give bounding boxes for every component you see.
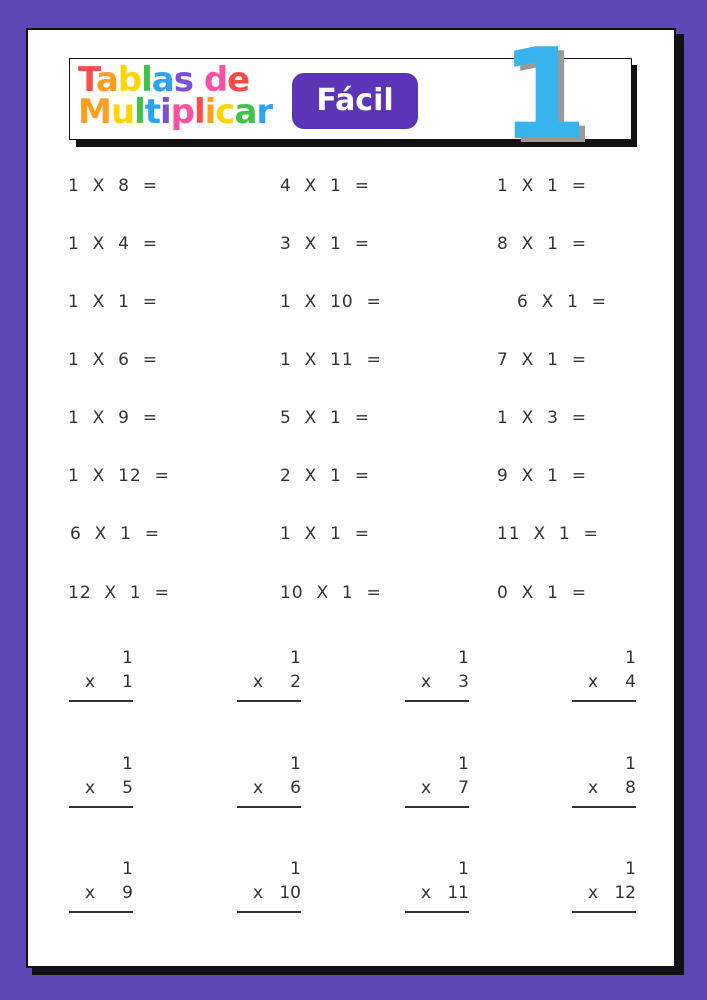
answer-line	[572, 911, 636, 913]
horizontal-problem: 5 X 1 =	[280, 408, 370, 428]
horizontal-problem: 1 X 1 =	[280, 524, 370, 544]
vertical-problem	[237, 859, 301, 919]
table-number: 1	[500, 21, 588, 168]
title-letter: l	[193, 92, 205, 132]
vertical-problem	[405, 754, 469, 814]
vertical-problem	[572, 648, 636, 708]
title-letter: l	[141, 60, 152, 100]
horizontal-problem: 0 X 1 =	[497, 583, 587, 603]
multiply-sign: x	[85, 778, 96, 798]
answer-line	[405, 911, 469, 913]
vertical-problem	[69, 754, 133, 814]
top-factor: 1	[458, 859, 469, 879]
bottom-factor: 7	[458, 778, 469, 798]
multiply-sign: x	[421, 778, 432, 798]
title-letter: M	[78, 92, 111, 132]
bottom-factor: 8	[625, 778, 636, 798]
vertical-problem	[572, 859, 636, 919]
title-letter: d	[203, 60, 228, 100]
title-letter: t	[144, 92, 160, 132]
top-factor: 1	[290, 859, 301, 879]
title-letter: l	[134, 92, 145, 132]
horizontal-problem: 1 X 11 =	[280, 350, 382, 370]
top-factor: 1	[625, 859, 636, 879]
horizontal-problem: 1 X 1 =	[497, 176, 587, 196]
horizontal-problem: 1 X 4 =	[68, 234, 158, 254]
multiply-sign: x	[253, 883, 264, 903]
bottom-factor: 2	[290, 672, 301, 692]
vertical-problem	[69, 648, 133, 708]
horizontal-problem: 12 X 1 =	[68, 583, 170, 603]
horizontal-problem: 2 X 1 =	[280, 466, 370, 486]
horizontal-problem: 7 X 1 =	[497, 350, 587, 370]
horizontal-problem: 11 X 1 =	[497, 524, 599, 544]
difficulty-badge: Fácil	[292, 73, 418, 129]
answer-line	[572, 806, 636, 808]
title-letter: T	[78, 60, 96, 100]
title-letter: s	[173, 60, 193, 100]
answer-line	[237, 911, 301, 913]
horizontal-problem: 3 X 1 =	[280, 234, 370, 254]
horizontal-problem: 6 X 1 =	[70, 524, 160, 544]
top-factor: 1	[122, 859, 133, 879]
horizontal-problem: 1 X 10 =	[280, 292, 382, 312]
bottom-factor: 10	[279, 883, 301, 903]
bottom-factor: 3	[458, 672, 469, 692]
multiply-sign: x	[253, 672, 264, 692]
horizontal-problem: 4 X 1 =	[280, 176, 370, 196]
top-factor: 1	[290, 648, 301, 668]
multiply-sign: x	[85, 883, 96, 903]
horizontal-problem: 6 X 1 =	[517, 292, 607, 312]
title-letter: b	[117, 60, 142, 100]
vertical-problem	[572, 754, 636, 814]
answer-line	[237, 806, 301, 808]
answer-line	[69, 700, 133, 702]
horizontal-problem: 9 X 1 =	[497, 466, 587, 486]
bottom-factor: 11	[447, 883, 469, 903]
vertical-problem	[69, 859, 133, 919]
horizontal-problem: 1 X 8 =	[68, 176, 158, 196]
answer-line	[237, 700, 301, 702]
horizontal-problem: 1 X 1 =	[68, 292, 158, 312]
title-letter: a	[151, 60, 174, 100]
vertical-problem	[237, 754, 301, 814]
title-letter: p	[170, 92, 194, 132]
multiply-sign: x	[85, 672, 96, 692]
title-letter: c	[215, 92, 235, 132]
multiply-sign: x	[421, 672, 432, 692]
title-logo	[78, 60, 288, 136]
bottom-factor: 4	[625, 672, 636, 692]
title-letter: a	[95, 60, 118, 100]
multiply-sign: x	[588, 883, 599, 903]
bottom-factor: 6	[290, 778, 301, 798]
vertical-problem	[405, 859, 469, 919]
top-factor: 1	[625, 648, 636, 668]
answer-line	[69, 806, 133, 808]
title-letter: r	[256, 92, 273, 132]
answer-line	[572, 700, 636, 702]
top-factor: 1	[625, 754, 636, 774]
worksheet-page	[26, 21, 676, 968]
horizontal-problem: 8 X 1 =	[497, 234, 587, 254]
horizontal-problem: 1 X 3 =	[497, 408, 587, 428]
top-factor: 1	[290, 754, 301, 774]
top-factor: 1	[458, 754, 469, 774]
horizontal-problem: 10 X 1 =	[280, 583, 382, 603]
title-letter: i	[159, 92, 171, 132]
answer-line	[405, 806, 469, 808]
answer-line	[69, 911, 133, 913]
bottom-factor: 1	[122, 672, 133, 692]
bottom-factor: 9	[122, 883, 133, 903]
multiply-sign: x	[421, 883, 432, 903]
horizontal-problem: 1 X 6 =	[68, 350, 158, 370]
answer-line	[405, 700, 469, 702]
horizontal-problem: 1 X 9 =	[68, 408, 158, 428]
bottom-factor: 12	[614, 883, 636, 903]
top-factor: 1	[458, 648, 469, 668]
title-letter: e	[227, 60, 250, 100]
vertical-problem	[237, 648, 301, 708]
title-letter: a	[234, 92, 257, 132]
multiply-sign: x	[588, 672, 599, 692]
bottom-factor: 5	[122, 778, 133, 798]
multiply-sign: x	[253, 778, 264, 798]
title-letter: i	[204, 92, 216, 132]
title-line-2	[78, 92, 288, 132]
title-letter: u	[110, 92, 135, 132]
top-factor: 1	[122, 754, 133, 774]
horizontal-problem: 1 X 12 =	[68, 466, 170, 486]
multiply-sign: x	[588, 778, 599, 798]
top-factor: 1	[122, 648, 133, 668]
vertical-problem	[405, 648, 469, 708]
